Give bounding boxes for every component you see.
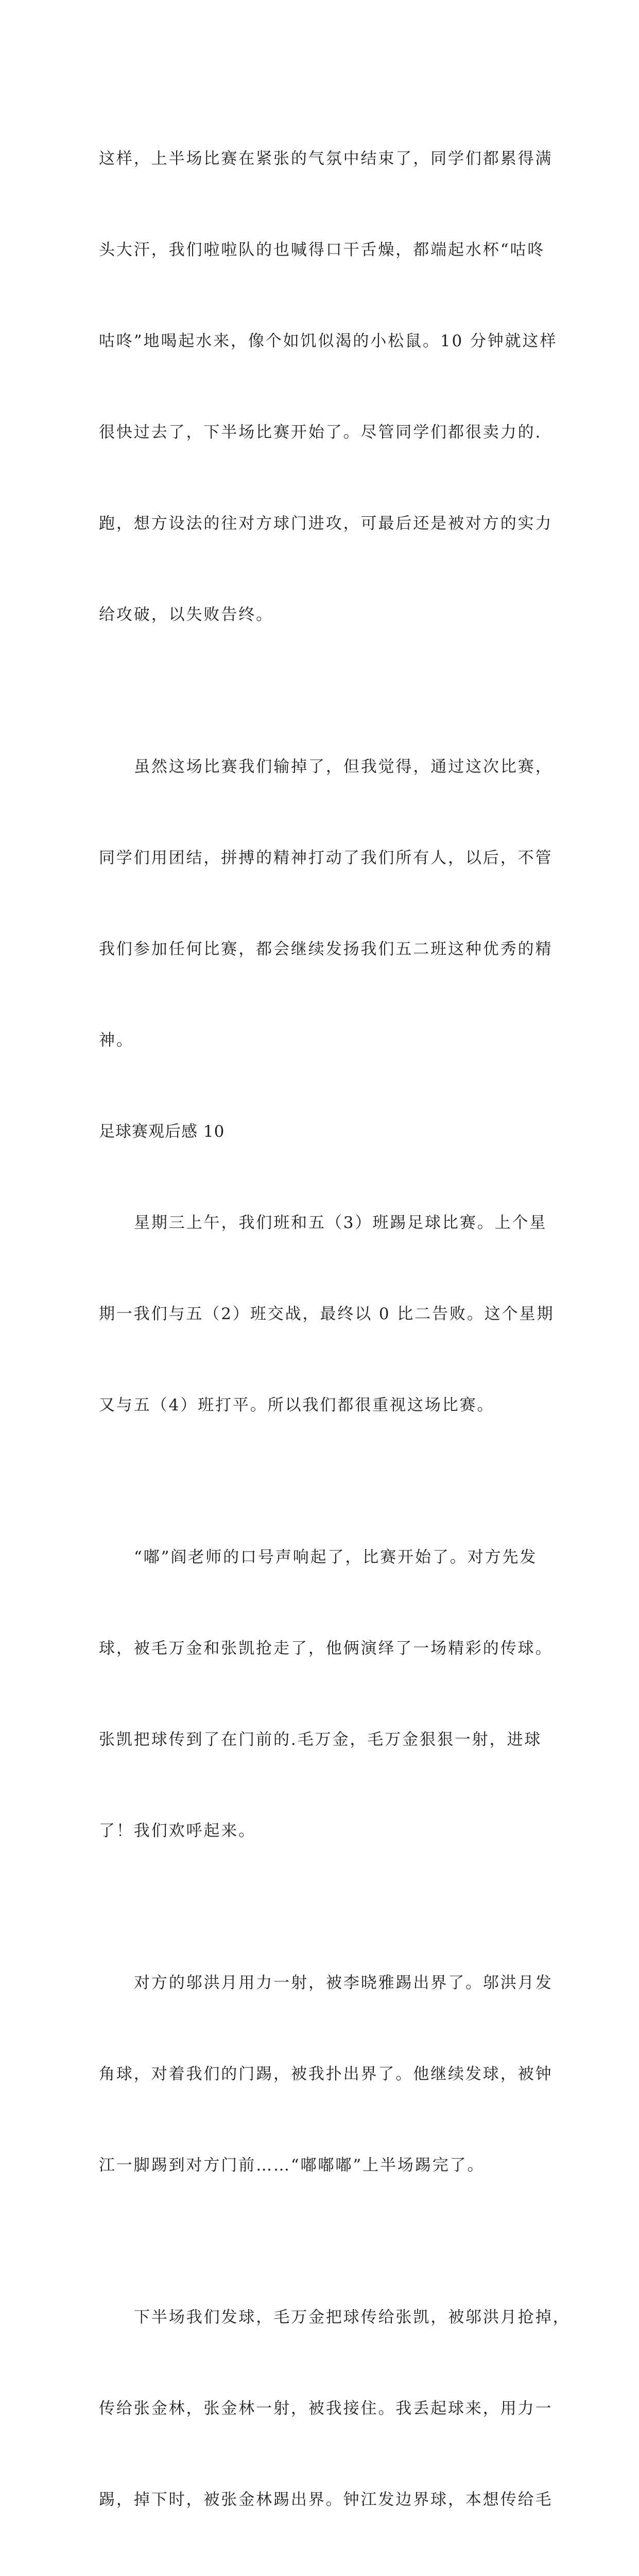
text-line: 下半场我们发球，毛万金把球传给张凯，被邬洪月抢掉， <box>134 2308 571 2327</box>
text-line: 角球，对着我们的门踢，被我扑出界了。他继续发球，被钟 <box>99 2065 553 2083</box>
text-line: 张凯把球传到了在门前的.毛万金，毛万金狠狠一射，进球 <box>99 1730 542 1749</box>
text-line: 又与五（4）班打平。所以我们都很重视这场比赛。 <box>99 1396 495 1415</box>
document-body <box>99 83 571 2576</box>
text-line: 很快过去了，下半场比赛开始了。尽管同学们都很卖力的. <box>99 423 542 442</box>
text-line: 神。 <box>99 1031 134 1050</box>
text-line: 虽然这场比赛我们输掉了，但我觉得，通过这次比赛， <box>134 757 553 776</box>
paragraph-4 <box>99 1481 552 1907</box>
text-line: 传给张金林，张金林一射，被我接住。我丢起球来，用力一 <box>99 2399 553 2418</box>
text-line: 咕咚”地喝起水来，像个如饥似渴的小松鼠。10 分钟就这样 <box>99 332 558 350</box>
text-line: 星期三上午，我们班和五（3）班踢足球比赛。上个星 <box>134 1214 547 1232</box>
text-line: 期一我们与五（2）班交战，最终以 0 比二告败。这个星期 <box>99 1305 555 1323</box>
text-line: 同学们用团结，拼搏的精神打动了我们所有人，以后，不管 <box>99 849 553 867</box>
paragraph-1 <box>99 83 558 691</box>
paragraph-5 <box>99 1907 552 2242</box>
text-line: 跑，想方设法的往对方球门进攻，可最后还是被对方的实力 <box>99 514 553 533</box>
text-line: 江一脚踢到对方门前……“嘟嘟嘟”上半场踢完了。 <box>99 2156 485 2175</box>
text-line: 给攻破，以失败告终。 <box>99 605 273 624</box>
text-line: 球，被毛万金和张凯抢走了，他俩演绎了一场精彩的传球。 <box>99 1639 553 1658</box>
paragraph-3 <box>99 1147 555 1481</box>
text-line: 我们参加任何比赛，都会继续发扬我们五二班这种优秀的精 <box>99 940 553 958</box>
text-line: 了！我们欢呼起来。 <box>99 1822 256 1840</box>
paragraph-2 <box>99 691 552 1117</box>
text-line: 对方的邬洪月用力一射，被李晓雅踢出界了。邬洪月发 <box>134 1974 553 1992</box>
section-heading: 足球赛观后感 10 <box>99 1122 225 1141</box>
text-line: 这样，上半场比赛在紧张的气氛中结束了，同学们都累得满 <box>99 149 553 168</box>
text-line: 头大汗，我们啦啦队的也喊得口干舌燥，都端起水杯“咕咚 <box>99 241 545 259</box>
paragraph-6 <box>99 2242 571 2576</box>
text-line: 踢，掉下时，被张金林踢出界。钟江发边界球，本想传给毛 <box>99 2490 553 2509</box>
text-line: “嘟”阎老师的口号声响起了，比赛开始了。对方先发 <box>134 1548 538 1567</box>
